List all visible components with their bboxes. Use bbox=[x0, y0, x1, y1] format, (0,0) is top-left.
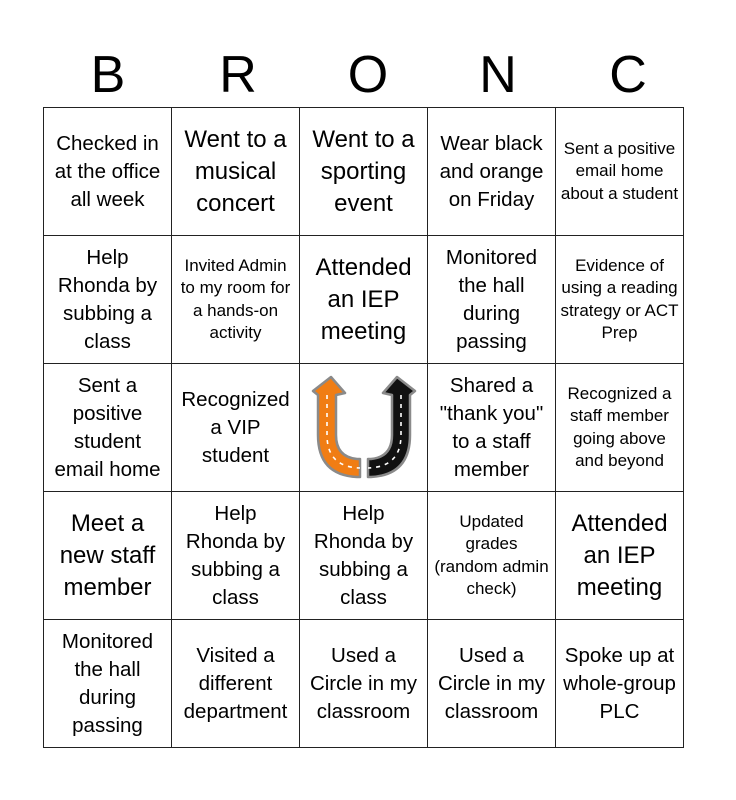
header-letter-r: R bbox=[219, 46, 257, 104]
bingo-cell[interactable] bbox=[556, 364, 684, 492]
bingo-cell[interactable] bbox=[556, 492, 684, 620]
cell-label: Evidence of using a reading strategy or ACT Prep bbox=[560, 255, 679, 342]
horseshoe-left-half bbox=[313, 377, 360, 477]
cell-label: Recognized a VIP student bbox=[181, 387, 290, 467]
horseshoe-icon bbox=[305, 373, 423, 483]
cell-label: Help Rhonda by subbing a class bbox=[185, 501, 286, 609]
bingo-cell[interactable] bbox=[44, 620, 172, 748]
cell-label: Used a Circle in my classroom bbox=[437, 643, 546, 723]
cell-label: Updated grades (random admin check) bbox=[434, 511, 549, 598]
bingo-cell[interactable] bbox=[428, 492, 556, 620]
bingo-cell[interactable] bbox=[172, 620, 300, 748]
header-letter-n: N bbox=[479, 46, 517, 104]
bingo-cell[interactable] bbox=[172, 236, 300, 364]
bingo-cell[interactable] bbox=[300, 236, 428, 364]
bingo-cell[interactable] bbox=[44, 108, 172, 236]
cell-label: Attended an IEP meeting bbox=[315, 253, 412, 345]
bingo-cell[interactable] bbox=[428, 364, 556, 492]
cell-label: Checked in at the office all week bbox=[54, 131, 161, 211]
bingo-header bbox=[43, 44, 693, 106]
bingo-cell[interactable] bbox=[44, 364, 172, 492]
cell-label: Help Rhonda by subbing a class bbox=[57, 245, 158, 353]
grid-row bbox=[44, 364, 684, 492]
bingo-cell[interactable] bbox=[556, 236, 684, 364]
bingo-cell[interactable] bbox=[172, 364, 300, 492]
cell-label: Help Rhonda by subbing a class bbox=[313, 501, 414, 609]
cell-label: Monitored the hall during passing bbox=[445, 245, 538, 353]
grid-row bbox=[44, 492, 684, 620]
cell-label: Recognized a staff member going above and beyond bbox=[567, 383, 672, 470]
free-space-cell[interactable] bbox=[300, 364, 428, 492]
bingo-cell[interactable] bbox=[556, 620, 684, 748]
bingo-cell[interactable] bbox=[44, 492, 172, 620]
cell-label: Meet a new staff member bbox=[59, 509, 156, 601]
cell-label: Sent a positive student email home bbox=[54, 373, 161, 481]
cell-label: Went to a musical concert bbox=[184, 125, 287, 217]
cell-label: Shared a "thank you" to a staff member bbox=[439, 373, 544, 481]
grid-row bbox=[44, 108, 684, 236]
cell-label: Sent a positive email home about a student bbox=[560, 138, 679, 203]
cell-label: Invited Admin to my room for a hands-on activity bbox=[180, 255, 291, 342]
header-letter-o: O bbox=[347, 46, 389, 104]
cell-label: Used a Circle in my classroom bbox=[309, 643, 418, 723]
bingo-cell[interactable] bbox=[428, 236, 556, 364]
header-letter-c: C bbox=[609, 46, 647, 104]
bingo-cell[interactable] bbox=[300, 620, 428, 748]
cell-label: Went to a sporting event bbox=[312, 125, 415, 217]
cell-label: Wear black and orange on Friday bbox=[439, 131, 544, 211]
bingo-cell[interactable] bbox=[172, 108, 300, 236]
bingo-cell[interactable] bbox=[556, 108, 684, 236]
cell-label: Monitored the hall during passing bbox=[61, 629, 154, 737]
horseshoe-right-half bbox=[368, 377, 415, 477]
bingo-cell[interactable] bbox=[44, 236, 172, 364]
header-letter-b: B bbox=[90, 46, 126, 104]
bingo-cell[interactable] bbox=[172, 492, 300, 620]
grid-row bbox=[44, 620, 684, 748]
cell-label: Spoke up at whole-group PLC bbox=[563, 643, 676, 723]
bingo-cell[interactable] bbox=[300, 108, 428, 236]
bingo-cell[interactable] bbox=[428, 108, 556, 236]
bingo-cell[interactable] bbox=[300, 492, 428, 620]
cell-label: Visited a different department bbox=[183, 643, 288, 723]
bingo-grid bbox=[43, 107, 684, 748]
bingo-cell[interactable] bbox=[428, 620, 556, 748]
grid-row bbox=[44, 236, 684, 364]
cell-label: Attended an IEP meeting bbox=[571, 509, 668, 601]
